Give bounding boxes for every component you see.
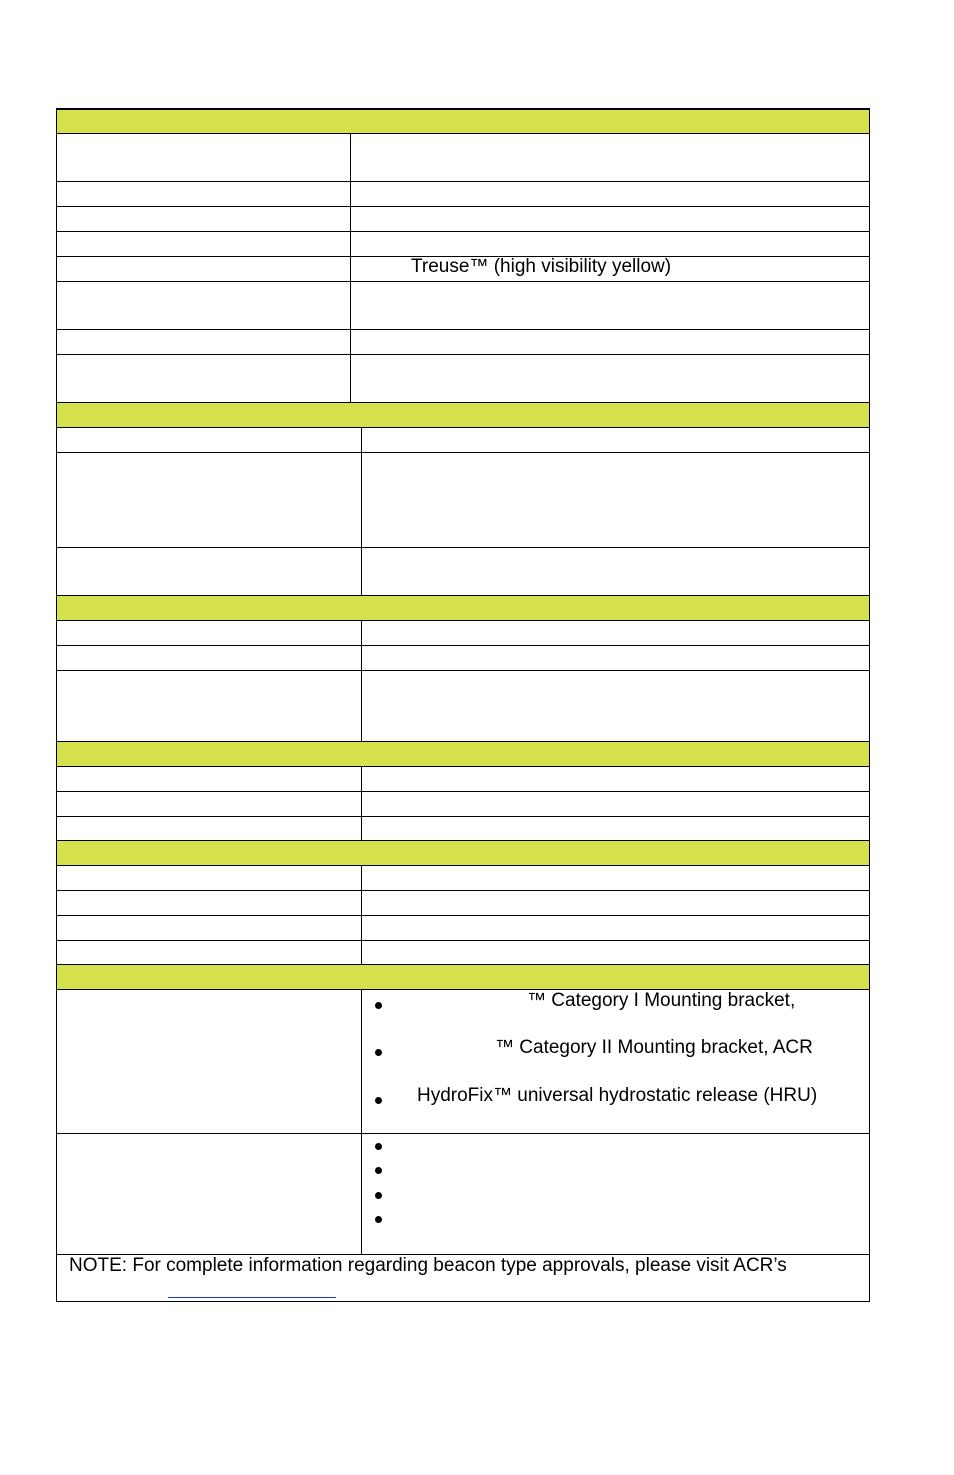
website-link[interactable] bbox=[168, 1297, 336, 1298]
mount-item-3: HydroFix™ universal hydrostatic release (HRU) bbox=[417, 1085, 818, 1106]
column-divider bbox=[361, 621, 362, 741]
row-divider bbox=[57, 547, 869, 548]
row-divider bbox=[57, 645, 869, 646]
row-divider bbox=[57, 452, 869, 453]
column-divider bbox=[361, 990, 362, 1254]
mount-item-2: ™ Category II Mounting bracket, ACR bbox=[495, 1037, 813, 1058]
row-divider bbox=[57, 329, 869, 330]
mount-item-1: ™ Category I Mounting bracket, bbox=[527, 990, 796, 1011]
row-divider bbox=[57, 670, 869, 671]
note-text: NOTE: For complete information regarding beacon type approvals, please visit ACR’s bbox=[69, 1255, 787, 1276]
column-divider bbox=[361, 428, 362, 595]
section-header-band bbox=[57, 964, 869, 990]
row-divider bbox=[57, 206, 869, 207]
row-divider bbox=[57, 354, 869, 355]
row-divider bbox=[57, 791, 869, 792]
row-divider bbox=[57, 816, 869, 817]
row-divider bbox=[57, 1133, 869, 1134]
row-divider bbox=[57, 915, 869, 916]
color-value: Treuse™ (high visibility yellow) bbox=[411, 256, 672, 277]
row-divider bbox=[57, 940, 869, 941]
list-bullet bbox=[375, 1002, 382, 1009]
list-bullet bbox=[375, 1049, 382, 1056]
row-divider bbox=[57, 890, 869, 891]
column-divider bbox=[361, 767, 362, 840]
row-divider bbox=[57, 231, 869, 232]
list-bullet bbox=[375, 1216, 382, 1223]
column-divider bbox=[350, 134, 351, 402]
section-header-band bbox=[57, 840, 869, 866]
list-bullet bbox=[375, 1167, 382, 1174]
list-bullet bbox=[375, 1192, 382, 1199]
row-divider bbox=[57, 281, 869, 282]
section-header-band bbox=[57, 595, 869, 621]
list-bullet bbox=[375, 1097, 382, 1104]
section-header-band bbox=[57, 741, 869, 767]
spec-table bbox=[56, 108, 870, 1302]
section-header-band bbox=[57, 402, 869, 428]
section-header-band bbox=[57, 109, 869, 134]
row-divider bbox=[57, 181, 869, 182]
list-bullet bbox=[375, 1143, 382, 1150]
